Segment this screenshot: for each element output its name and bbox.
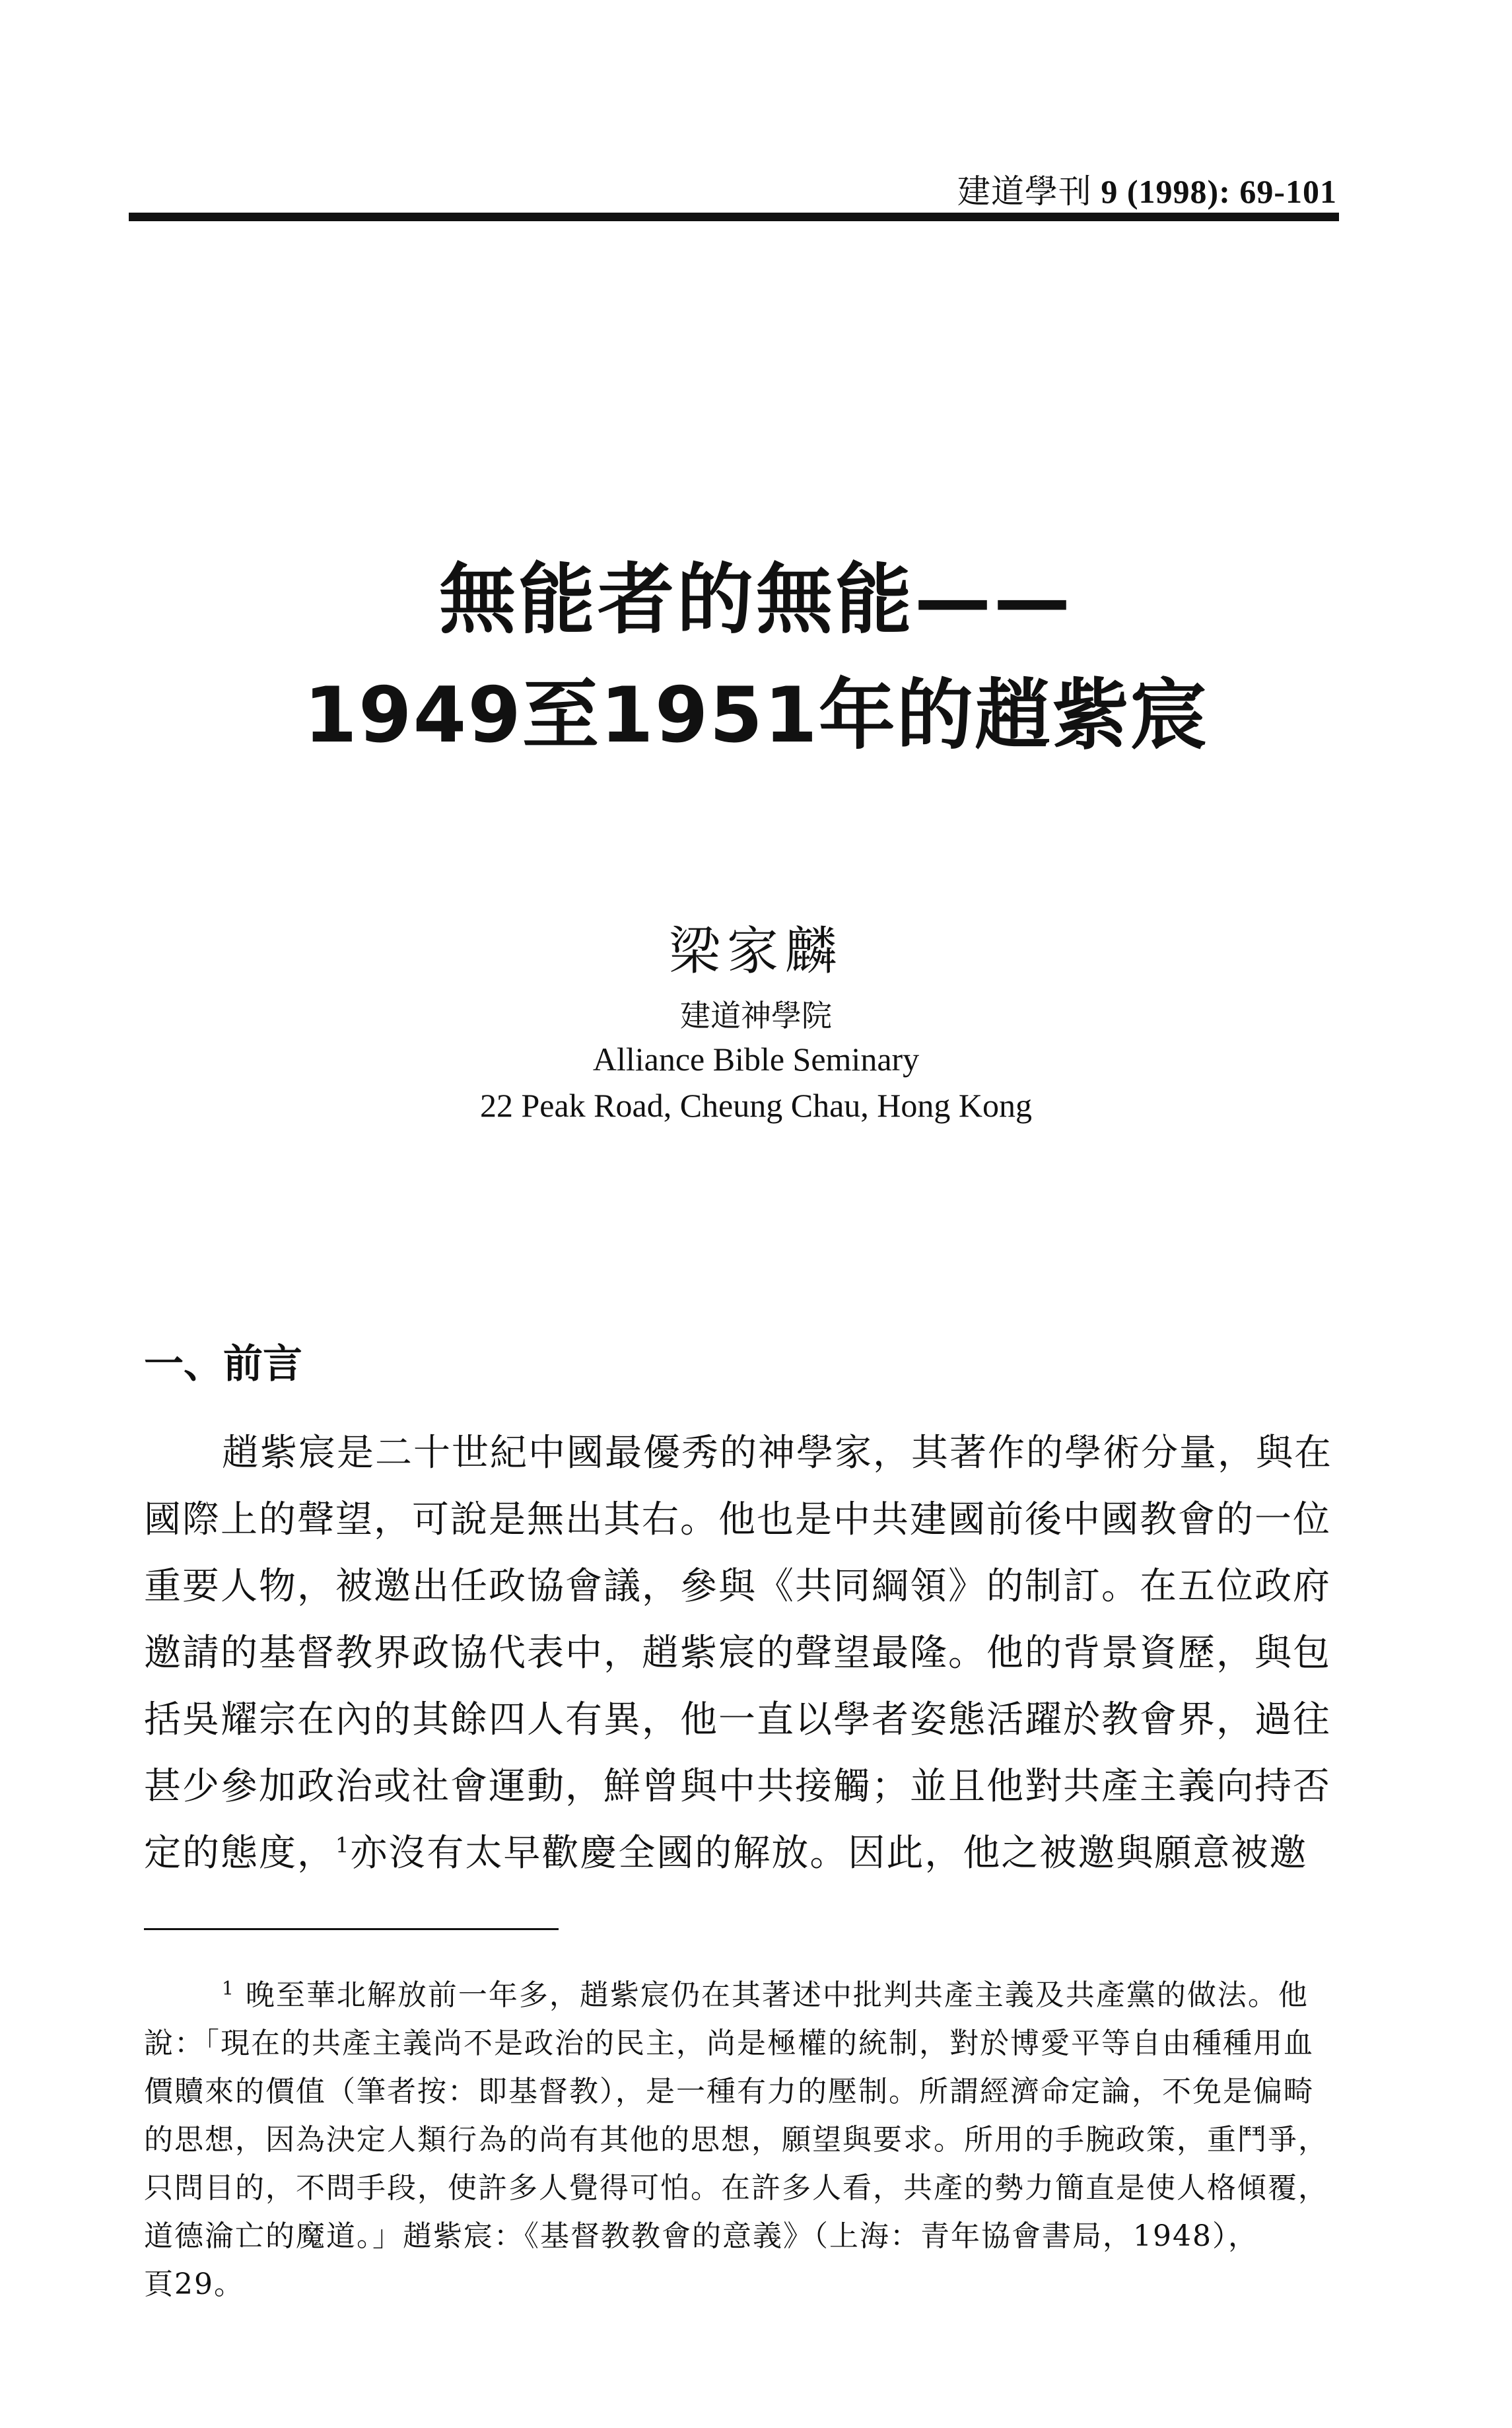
footnote-line: 頁29。 [144,2268,244,2301]
affiliation-zh: 建道神學院 [680,998,832,1033]
affiliation-address: 22 Peak Road, Cheung Chau, Hong Kong [479,1087,1033,1124]
body-line: 重要人物，被邀出任政協會議，參與《共同綱領》的制訂。在五位政府 [144,1565,1331,1608]
affiliation-en: Alliance Bible Seminary [592,1041,920,1078]
footnote-line: 的思想，因為決定人類行為的尚有其他的思想，願望與要求。所用的手腕政策，重鬥爭， [144,2123,1328,2157]
footnote-line: 價贖來的價值（筆者按：即基督教），是一種有力的壓制。所謂經濟命定論，不免是偏畸 [144,2075,1314,2108]
body-line: 甚少參加政治或社會運動，鮮曾與中共接觸；並且他對共產主義向持否 [144,1765,1331,1808]
footnote-line: 說：「現在的共產主義尚不是政治的民主，尚是極權的統制，對於博愛平等自由種種用血 [144,2027,1314,2060]
body-line: 邀請的基督教界政協代表中，趙紫宸的聲望最隆。他的背景資歷，與包 [144,1632,1331,1675]
header-rule [129,213,1339,221]
body-line: 趙紫宸是二十世紀中國最優秀的神學家，其著作的學術分量，與在 [222,1432,1332,1474]
body-line: 括吳耀宗在內的其餘四人有異，他一直以學者姿態活躍於教會界，過往 [144,1698,1331,1741]
footnote-rule [144,1928,559,1930]
body-line: 國際上的聲望，可說是無出其右。他也是中共建國前後中國教會的一位 [144,1498,1331,1541]
running-head [957,165,1337,213]
title-line-1: 無能者的無能—— [439,555,1073,644]
citation: 9 (1998): 69-101 [1101,173,1337,210]
footnote-first-line: 晚至華北解放前一年多，趙紫宸仍在其著述中批判共產主義及共產黨的做法。他 [245,1978,1309,2012]
author-name: 梁家麟 [668,922,843,981]
footnote-number: 1 [222,1977,235,1999]
footnote-reference[interactable]: 1 [335,1832,351,1858]
section-heading: 一、前言 [144,1341,302,1387]
title-line-2: 1949至1951年的趙紫宸 [304,671,1208,760]
body-line-last [144,1820,1339,1887]
body-text-before-ref: 定的態度， [144,1832,335,1875]
footnote-line: 只問目的，不問手段，使許多人覺得可怕。在許多人看，共產的勢力簡直是使人格傾覆， [144,2171,1328,2205]
footnote-line [144,1971,1339,2019]
journal-name: 建道學刊 [957,172,1092,211]
body-paragraph [144,1420,1339,1887]
body-text-after-ref: 亦沒有太早歡慶全國的解放。因此，他之被邀與願意被邀 [350,1832,1308,1875]
footnote [144,1971,1339,2308]
footnote-line: 道德淪亡的魔道。」趙紫宸：《基督教教會的意義》（上海：青年協會書局，1948）， [144,2219,1258,2253]
